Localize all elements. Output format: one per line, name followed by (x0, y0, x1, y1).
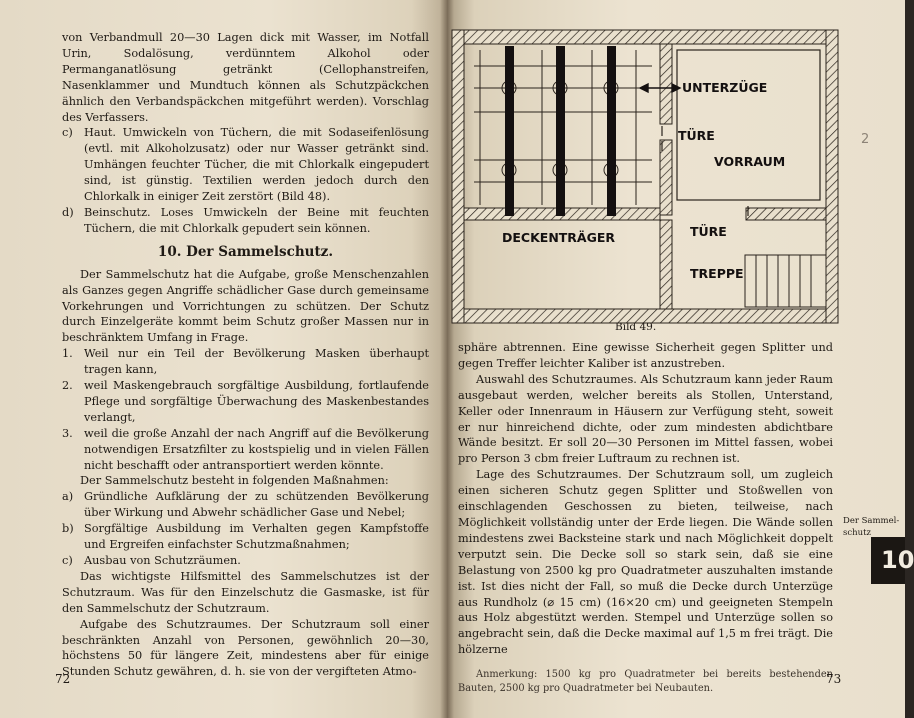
list-text: Gründliche Aufklärung der zu schützenden Bevölkerung über Wirkung und Abwehr schädlicher Gase und Nebel; (84, 490, 429, 520)
list-item (62, 426, 429, 474)
left-text-column (62, 30, 429, 680)
list-label: d) (62, 205, 74, 219)
chapter-thumb-tab: 10 (871, 537, 905, 584)
stairs (745, 255, 826, 307)
list-label: 1. (62, 347, 73, 361)
paragraph: Auswahl des Schutzraumes. Als Schutzraum kann jeder Raum ausgebaut werden, welcher bereits als Stollen, Unterstand, Keller oder Innenraum in Häusern zur Verfügung steht, soweit er nur hinreichend dichte, oder zum mindesten abdichtbare Wände besitzt. Er soll 20—30 Personen im Mittel fassen, wobei pro Person 3 cbm freier Luftraum zu rechnen ist. (458, 372, 833, 466)
inner-walls (464, 44, 826, 309)
list-text: Weil nur ein Teil der Bevölkerung Masken überhaupt tragen kann, (84, 347, 429, 377)
pencil-mark: 2 (861, 132, 870, 147)
paragraph: Das wichtigste Hilfsmittel des Sammelschutzes ist der Schutzraum. Was für den Einzelschutz die Gasmaske, ist für den Sammelschutz der Schutzraum. (62, 569, 429, 615)
list-item (62, 346, 429, 378)
list-item (62, 205, 429, 237)
list-label: 3. (62, 426, 73, 440)
list-item (62, 378, 429, 426)
list-text: Ausbau von Schutzräumen. (84, 554, 241, 567)
label-tuere-bottom: TÜRE (690, 224, 727, 239)
list-item (62, 489, 429, 521)
label-vorraum: VORRAUM (714, 154, 786, 169)
margin-note: Der Sammel-schutz (843, 516, 900, 538)
list-label: c) (62, 554, 73, 567)
paragraph: Aufgabe des Schutzraumes. Der Schutzraum soll einer beschränkten Anzahl von Personen, gewöhnlich 20—30, höchstens 50 für längere Zeit, mindestens aber für einige Stunden Schutz gewähren, d. h. sie von der vergifteten Atmo- (62, 617, 429, 679)
paragraph: Lage des Schutzraumes. Der Schutzraum soll, um zugleich einen sicheren Schutz gegen Splitter und Stoßwellen von einschlagenden Geschossen zu bieten, teilweise, nach Möglichkeit vollständig unter der Erde liegen. Die Wände sollen mindestens zwei Backsteine stark und nach Möglichkeit doppelt verputzt sein. Die Decke soll so stark sein, daß sie eine Belastung von 2500 kg pro Quadratmeter auszuhalten imstande ist. Ist dies nicht der Fall, so muß die Decke durch Unterzüge aus Rundholz (⌀ 15 cm) (16×20 cm) und geeigneten Stempeln aus Holz abgestützt werden. Stempel und Unterzüge sollen so angebracht sein, daß die Decke maximal auf 1,5 m frei trägt. Die hölzerne (458, 468, 833, 657)
list-label: b) (62, 522, 74, 536)
girders (505, 46, 616, 216)
list-label: c) (62, 126, 73, 140)
list-text: weil Maskengebrauch sorgfältige Ausbildung, fortlaufende Pflege und sorgfältige Überwachung des Maskenbestandes verlangt, (84, 379, 429, 424)
list-label: 2. (62, 379, 73, 393)
figure-caption: Bild 49. (615, 321, 657, 333)
footnote: Anmerkung: 1500 kg pro Quadratmeter bei bereits bestehenden Bauten, 2500 kg pro Quadratmeter bei Neubauten. (458, 669, 833, 695)
paragraph: Der Sammelschutz hat die Aufgabe, große Menschenzahlen als Ganzes gegen Angriffe schädlicher Gase durch gemeinsame Vorkehrungen und Vorrichtungen zu schützen. Der Schutz durch Einzelgeräte kommt beim Schutz großer Massen nur in beschränktem Umfang in Frage. (62, 267, 429, 345)
right-text-column (458, 340, 833, 696)
label-unterzuege: UNTERZÜGE (682, 80, 768, 95)
list-item (62, 521, 429, 553)
floor-plan-figure (452, 30, 838, 323)
list-text: Sorgfältige Ausbildung im Verhalten gegen Kampfstoffe und Ergreifen einfachster Schutzmaßnahmen; (84, 522, 429, 552)
page-number-left: 72 (55, 672, 71, 686)
vorraum-inner-box (677, 50, 820, 200)
paragraph: sphäre abtrennen. Eine gewisse Sicherheit gegen Splitter und gegen Treffer leichter Kaliber ist anzustreben. (458, 341, 833, 370)
list-item (62, 553, 429, 569)
label-tuere-top: TÜRE (678, 128, 715, 143)
list-text: Beinschutz. Loses Umwickeln der Beine mit feuchten Tüchern, die mit Chlorkalk gepudert sein können. (84, 205, 429, 235)
section-heading: 10. Der Sammelschutz. (157, 243, 334, 260)
list-item (62, 125, 429, 205)
label-treppe: TREPPE (690, 266, 744, 281)
list-label: a) (62, 490, 74, 504)
page-number-right: 73 (826, 672, 842, 686)
list-text: weil die große Anzahl der nach Angriff auf die Bevölkerung notwendigen Ersatzfilter zu kostspielig und in vielen Fällen nicht beschafft oder antransportiert werden könnte. (84, 426, 429, 472)
list-text: Haut. Umwickeln von Tüchern, die mit Sodaseifenlösung (evtl. mit Alkoholzusatz) oder nur Wasser getränkt sind. Umhängen feuchter Tücher, die mit Chlorkalk eingepudert sind, ist günstig. Textilien werden jedoch durch den Chlorkalk in einiger Zeit zerstört (Bild 48). (84, 126, 429, 204)
label-deckentraeger: DECKENTRÄGER (502, 230, 616, 245)
paragraph: von Verbandmull 20—30 Lagen dick mit Wasser, im Notfall Urin, Sodalösung, verdünntem Alkohol oder Permanganatlösung getränkt (Cellophanstreifen, Nasenklammer und Mundtuch können als Schutzpäckchen ähnlich den Verbandspäckchen mitgeführt werden). Vorschlag des Verfassers. (62, 31, 429, 124)
paragraph: Der Sammelschutz besteht in folgenden Maßnahmen: (80, 474, 389, 488)
